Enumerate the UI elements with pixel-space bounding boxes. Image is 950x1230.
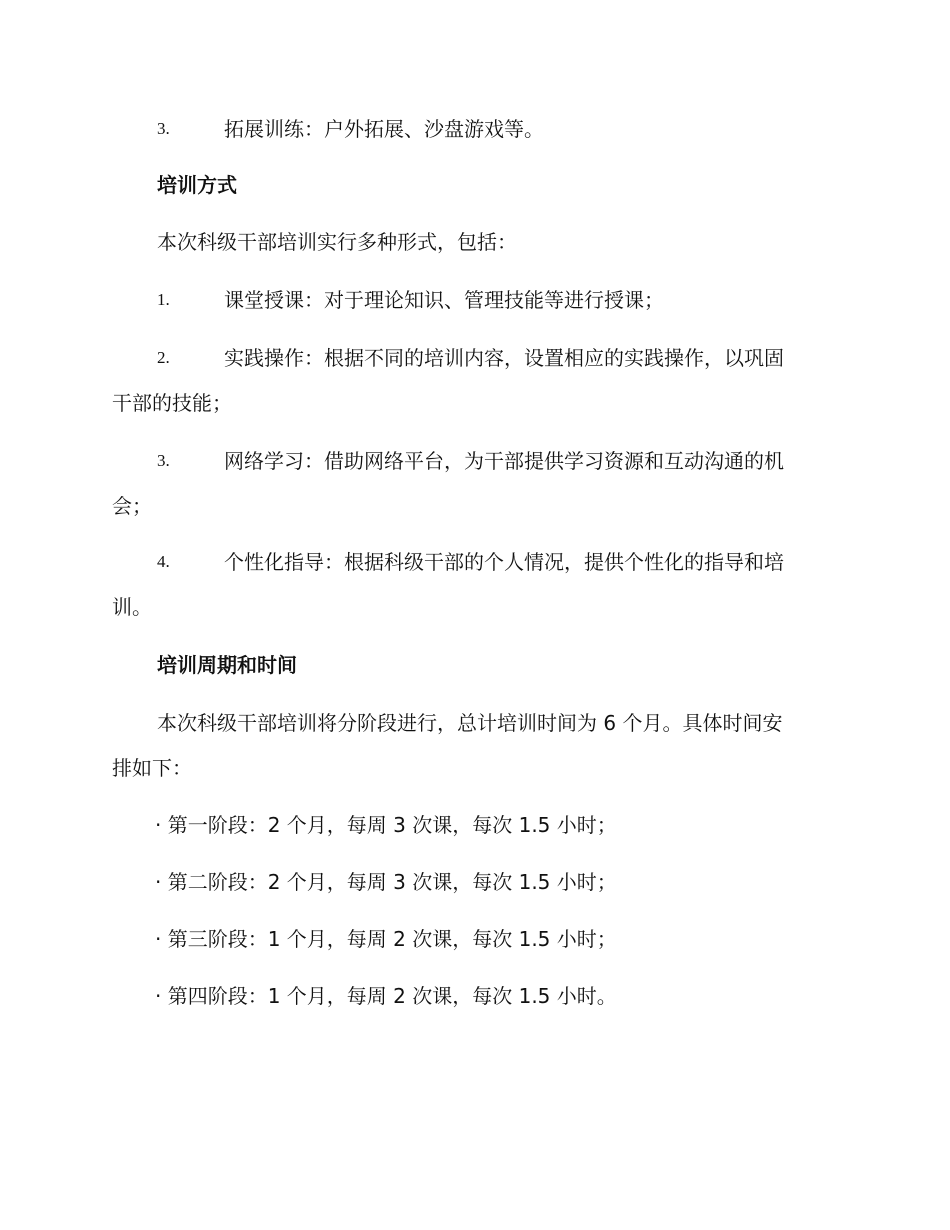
paragraph-method-intro: 本次科级干部培训实行多种形式，包括： [157, 230, 517, 254]
list-number: 1. [157, 290, 170, 309]
list-item-text: 网络学习：借助网络平台，为干部提供学习资源和互动沟通的机 [224, 449, 784, 473]
list-item-text: 拓展训练：户外拓展、沙盘游戏等。 [224, 117, 544, 141]
list-item-continuation: 干部的技能； [112, 391, 232, 415]
phase-item: · 第二阶段：2 个月，每周 3 次课，每次 1.5 小时； [155, 870, 617, 894]
phase-item: · 第四阶段：1 个月，每周 2 次课，每次 1.5 小时。 [155, 984, 617, 1008]
list-number: 2. [157, 348, 170, 367]
phase-item: · 第一阶段：2 个月，每周 3 次课，每次 1.5 小时； [155, 813, 617, 837]
section-heading-schedule: 培训周期和时间 [157, 653, 297, 677]
list-number: 3. [157, 451, 170, 470]
list-item-text: 个性化指导：根据科级干部的个人情况，提供个性化的指导和培 [224, 550, 784, 574]
list-item-text: 实践操作：根据不同的培训内容，设置相应的实践操作，以巩固 [224, 346, 784, 370]
list-item-text: 课堂授课：对于理论知识、管理技能等进行授课； [224, 288, 664, 312]
list-number: 4. [157, 552, 170, 571]
list-item-continuation: 训。 [112, 595, 152, 619]
phase-item: · 第三阶段：1 个月，每周 2 次课，每次 1.5 小时； [155, 927, 617, 951]
list-number: 3. [157, 119, 170, 138]
paragraph-schedule-intro-continuation: 排如下： [112, 756, 192, 780]
paragraph-schedule-intro: 本次科级干部培训将分阶段进行，总计培训时间为 6 个月。具体时间安 [157, 711, 783, 735]
list-item-continuation: 会； [112, 494, 152, 518]
section-heading-method: 培训方式 [157, 173, 237, 197]
